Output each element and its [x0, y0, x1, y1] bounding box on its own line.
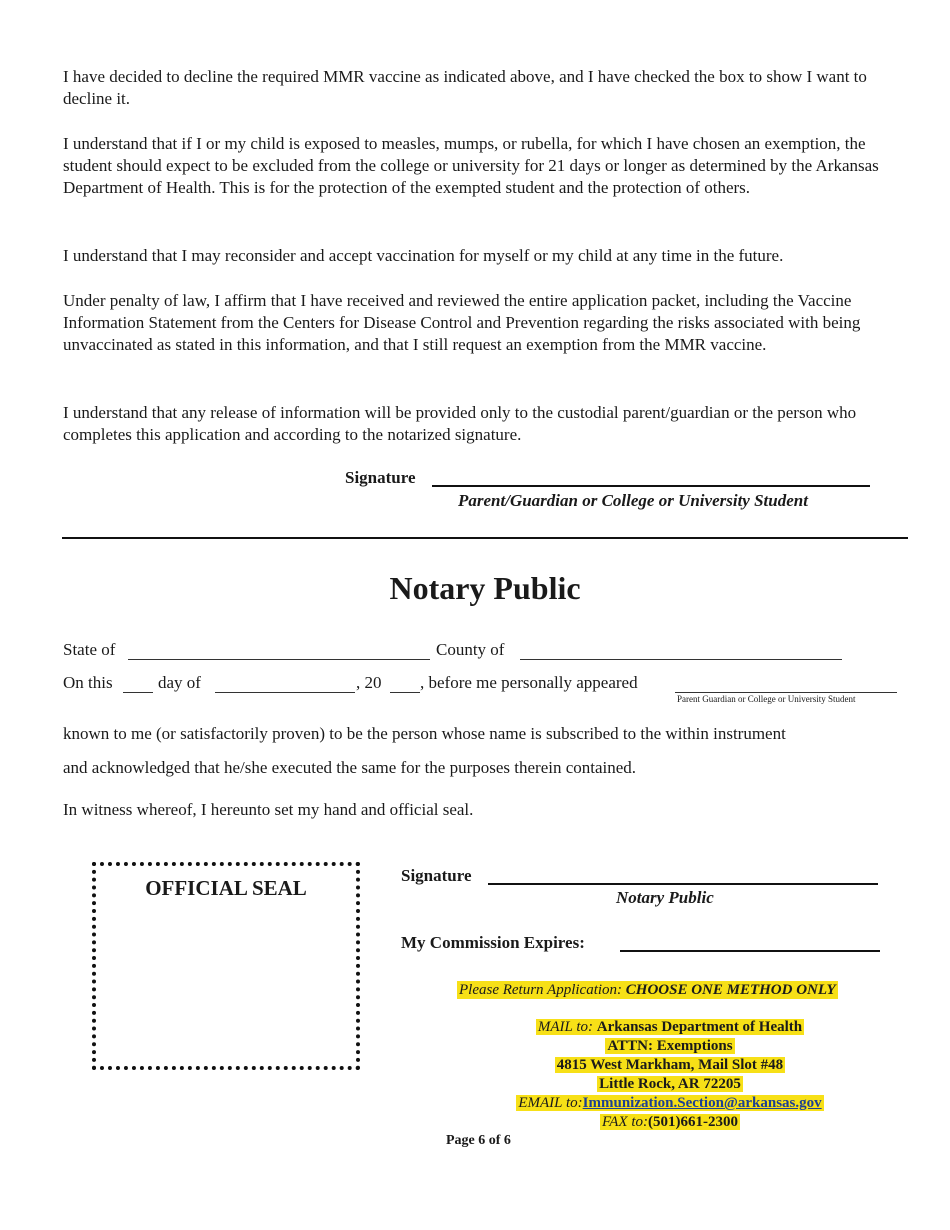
return-instruction — [457, 981, 838, 1000]
paragraph-decline: I have decided to decline the required MMR vaccine as indicated above, and I have checked the box to show I want to decline it. — [63, 67, 867, 108]
day-of-label: day of — [158, 673, 201, 692]
return-instruction-prefix: Please Return Application: — [459, 982, 626, 998]
applicant-signature-label: Signature — [345, 468, 416, 487]
section-divider — [62, 537, 908, 539]
on-this-label: On this — [63, 673, 113, 692]
appeared-name-field[interactable] — [675, 692, 897, 693]
mail-label: MAIL to: — [537, 1019, 597, 1035]
known-line-1: known to me (or satisfactorily proven) to be the person whose name is subscribed to the within instrument — [63, 724, 786, 743]
mail-street: 4815 West Markham, Mail Slot #48 — [556, 1057, 784, 1073]
mail-attn: ATTN: Exemptions — [607, 1038, 733, 1054]
commission-label: My Commission Expires: — [401, 933, 585, 952]
mail-city: Little Rock, AR 72205 — [599, 1076, 741, 1092]
page-number: Page 6 of 6 — [446, 1133, 511, 1148]
paragraph-affirm: Under penalty of law, I affirm that I have received and reviewed the entire application packet, including the Vaccine Information Statement from the Centers for Disease Control and Prevention regarding the risks associated with being unvaccinated as stated in this information, and that I still request an exemption from the MMR vaccine. — [63, 291, 861, 354]
notary-signature-caption: Notary Public — [616, 888, 714, 907]
fax-label: FAX to: — [602, 1114, 648, 1130]
day-field[interactable] — [123, 692, 153, 693]
county-field[interactable] — [520, 659, 842, 660]
official-seal-label: OFFICIAL SEAL — [145, 876, 307, 900]
county-label: County of — [436, 640, 505, 659]
notary-signature-label: Signature — [401, 866, 472, 885]
state-label: State of — [63, 640, 116, 659]
notary-title: Notary Public — [389, 570, 581, 606]
notary-signature-line[interactable] — [488, 883, 878, 885]
state-field[interactable] — [128, 659, 430, 660]
email-link[interactable]: Immunization.Section@arkansas.gov — [582, 1095, 822, 1111]
fax-number: (501)661-2300 — [647, 1114, 738, 1130]
return-instruction-emphasis: CHOOSE ONE METHOD ONLY — [625, 982, 836, 998]
paragraph-release: I understand that any release of information will be provided only to the custodial parent/guardian or the person who completes this application and according to the notarized signature. — [63, 403, 857, 444]
before-me-label: , before me personally appeared — [420, 673, 638, 692]
mail-org: Arkansas Department of Health — [596, 1019, 803, 1035]
known-line-2: and acknowledged that he/she executed the same for the purposes therein contained. — [63, 758, 637, 777]
mail-address-block — [400, 1018, 940, 1132]
paragraph-exposure: I understand that if I or my child is exposed to measles, mumps, or rubella, for which I have chosen an exemption, the student should expect to be excluded from the college or university for 21 days or longer as determined by the Arkansas Department of Health. This is for the protection of the exempted student and the protection of others. — [63, 134, 879, 197]
commission-date-line[interactable] — [620, 950, 880, 952]
year-field[interactable] — [390, 692, 420, 693]
year-prefix: , 20 — [356, 673, 382, 692]
email-label: EMAIL to: — [518, 1095, 583, 1111]
witness-statement: In witness whereof, I hereunto set my hand and official seal. — [63, 800, 474, 819]
paragraph-reconsider: I understand that I may reconsider and accept vaccination for myself or my child at any time in the future. — [63, 246, 784, 265]
applicant-signature-line[interactable] — [432, 485, 870, 487]
appeared-caption: Parent Guardian or College or University Student — [677, 694, 856, 704]
month-field[interactable] — [215, 692, 355, 693]
applicant-signature-caption: Parent/Guardian or College or University Student — [458, 491, 808, 510]
